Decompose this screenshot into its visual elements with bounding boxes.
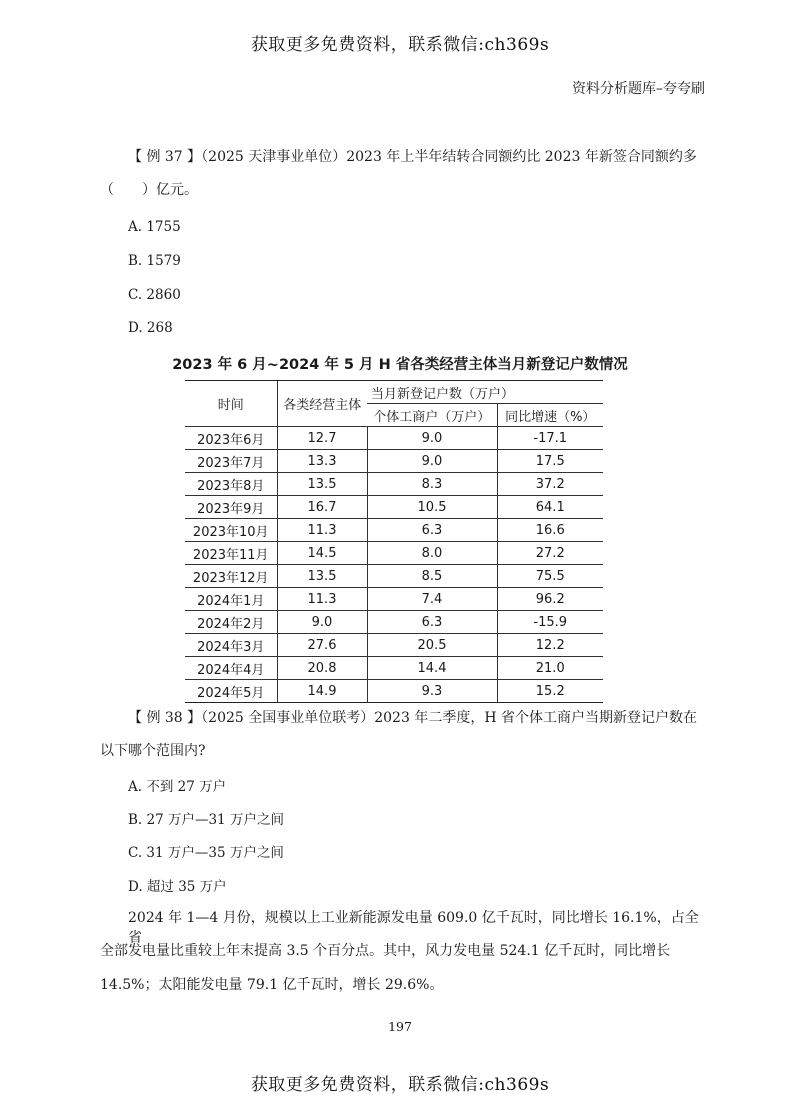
cell-all-entities: 13.5 [277, 565, 367, 588]
cell-all-entities: 14.5 [277, 542, 367, 565]
top-banner: 获取更多免费资料，联系微信:ch369s [250, 35, 550, 55]
cell-all-entities: 16.7 [277, 496, 367, 519]
cell-growth: 16.6 [497, 519, 603, 542]
data-table [185, 380, 603, 703]
q38-option-c: C. 31 万户—35 万户之间 [128, 845, 284, 861]
cell-time: 2024年4月 [185, 657, 277, 680]
header-all-entities: 各类经营主体 [277, 381, 367, 427]
cell-time: 2023年11月 [185, 542, 277, 565]
cell-growth: 15.2 [497, 680, 603, 703]
q37-option-c: C. 2860 [128, 287, 181, 303]
table-row [185, 427, 603, 450]
cell-growth: 17.5 [497, 450, 603, 473]
q38-option-a: A. 不到 27 万户 [128, 779, 227, 795]
q37-option-d: D. 268 [128, 320, 173, 336]
cell-individual: 8.5 [367, 565, 497, 588]
cell-time: 2023年9月 [185, 496, 277, 519]
cell-time: 2024年3月 [185, 634, 277, 657]
cell-individual: 9.0 [367, 450, 497, 473]
q37-stem-line1: 【 例 37 】（2025 天津事业单位）2023 年上半年结转合同额约比 2023 年新签合同额约多 [128, 149, 697, 165]
cell-individual: 14.4 [367, 657, 497, 680]
cell-all-entities: 12.7 [277, 427, 367, 450]
table-row [185, 611, 603, 634]
passage-line1: 2024 年 1—4 月份，规模以上工业新能源发电量 609.0 亿千瓦时，同比增长 16.1%，占全省 [128, 910, 699, 946]
table-row [185, 473, 603, 496]
cell-growth: 75.5 [497, 565, 603, 588]
cell-individual: 9.0 [367, 427, 497, 450]
table-row [185, 496, 603, 519]
q38-option-b: B. 27 万户—31 万户之间 [128, 812, 284, 828]
table-row [185, 588, 603, 611]
q37-stem-line2: （ ）亿元。 [100, 182, 198, 198]
q37-option-a: A. 1755 [128, 219, 181, 235]
cell-time: 2023年12月 [185, 565, 277, 588]
cell-time: 2023年6月 [185, 427, 277, 450]
cell-individual: 7.4 [367, 588, 497, 611]
cell-all-entities: 27.6 [277, 634, 367, 657]
header-growth: 同比增速（%） [497, 404, 603, 427]
cell-all-entities: 20.8 [277, 657, 367, 680]
cell-all-entities: 11.3 [277, 519, 367, 542]
table-row [185, 680, 603, 703]
table-row [185, 657, 603, 680]
bottom-banner: 获取更多免费资料，联系微信:ch369s [250, 1075, 550, 1095]
cell-individual: 20.5 [367, 634, 497, 657]
cell-all-entities: 9.0 [277, 611, 367, 634]
cell-growth: 12.2 [497, 634, 603, 657]
cell-individual: 8.3 [367, 473, 497, 496]
cell-individual: 8.0 [367, 542, 497, 565]
q38-option-d: D. 超过 35 万户 [128, 879, 227, 895]
cell-time: 2024年2月 [185, 611, 277, 634]
cell-growth: 27.2 [497, 542, 603, 565]
table-row [185, 634, 603, 657]
cell-growth: 37.2 [497, 473, 603, 496]
running-header: 资料分析题库–夸夸刷 [572, 81, 705, 97]
q38-stem-line2: 以下哪个范围内? [100, 743, 206, 759]
passage-line3: 14.5%；太阳能发电量 79.1 亿千瓦时，增长 29.6%。 [100, 977, 444, 993]
cell-all-entities: 13.3 [277, 450, 367, 473]
cell-individual: 10.5 [367, 496, 497, 519]
table-row [185, 542, 603, 565]
cell-growth: -17.1 [497, 427, 603, 450]
cell-growth: 21.0 [497, 657, 603, 680]
cell-all-entities: 11.3 [277, 588, 367, 611]
cell-time: 2023年8月 [185, 473, 277, 496]
cell-growth: -15.9 [497, 611, 603, 634]
table-row [185, 450, 603, 473]
cell-all-entities: 14.9 [277, 680, 367, 703]
cell-all-entities: 13.5 [277, 473, 367, 496]
table-title: 2023 年 6 月~2024 年 5 月 H 省各类经营主体当月新登记户数情况 [172, 357, 628, 373]
passage-line2: 全部发电量比重较上年末提高 3.5 个百分点。其中，风力发电量 524.1 亿千瓦时，同比增长 [100, 943, 671, 959]
cell-growth: 96.2 [497, 588, 603, 611]
table-row [185, 519, 603, 542]
cell-individual: 6.3 [367, 611, 497, 634]
cell-time: 2023年10月 [185, 519, 277, 542]
cell-growth: 64.1 [497, 496, 603, 519]
q37-option-b: B. 1579 [128, 253, 181, 269]
table-row [185, 565, 603, 588]
cell-individual: 9.3 [367, 680, 497, 703]
q38-stem-line1: 【 例 38 】（2025 全国事业单位联考）2023 年二季度，H 省个体工商户当期新登记户数在 [128, 710, 697, 726]
cell-time: 2024年1月 [185, 588, 277, 611]
page-number: 197 [388, 1019, 412, 1034]
cell-individual: 6.3 [367, 519, 497, 542]
cell-time: 2023年7月 [185, 450, 277, 473]
header-time: 时间 [185, 381, 277, 427]
header-individual: 个体工商户（万户） [367, 404, 497, 427]
header-new-registrations: 当月新登记户数（万户） [367, 381, 603, 404]
cell-time: 2024年5月 [185, 680, 277, 703]
